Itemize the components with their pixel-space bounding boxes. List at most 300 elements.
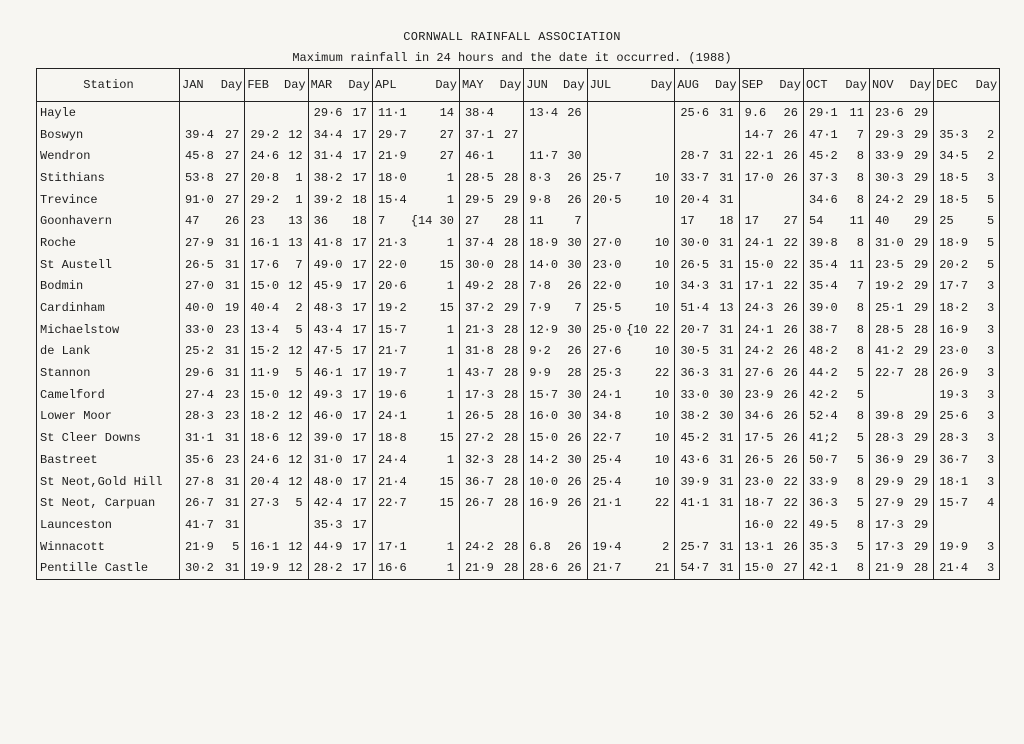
rainfall-value: 27·2 xyxy=(459,427,495,449)
station-name: St Neot,Gold Hill xyxy=(37,471,180,493)
header-month xyxy=(308,69,372,102)
rainfall-day: 22 xyxy=(783,235,798,250)
rainfall-day: 17 xyxy=(352,149,367,164)
rainfall-day: 26 xyxy=(567,192,582,207)
station-name: Roche xyxy=(37,232,180,254)
rainfall-value: 26·9 xyxy=(934,362,971,384)
table-row xyxy=(37,232,1000,254)
day-label: Day xyxy=(975,78,998,92)
rainfall-day: 23 xyxy=(224,387,240,402)
rainfall-day: 31 xyxy=(719,257,734,272)
rainfall-value: 36·7 xyxy=(459,471,495,493)
header-row xyxy=(37,69,1000,102)
rainfall-value: 21·3 xyxy=(372,232,408,254)
rainfall-value: 36·3 xyxy=(675,362,711,384)
station-name: Pentille Castle xyxy=(37,557,180,579)
rainfall-value: 37·1 xyxy=(459,124,495,146)
rainfall-value: 40·0 xyxy=(180,297,216,319)
rainfall-day: 10 xyxy=(654,301,670,316)
month-label: NOV xyxy=(871,78,894,92)
rainfall-value: 49·5 xyxy=(803,514,840,536)
rainfall-value: 11·7 xyxy=(524,145,560,167)
rainfall-day: 10 xyxy=(654,387,670,402)
rainfall-day: 19 xyxy=(224,301,240,316)
rainfall-value: 25·2 xyxy=(180,341,216,363)
rainfall-day: 1 xyxy=(446,452,454,467)
rainfall-day xyxy=(711,514,739,536)
table-row xyxy=(37,492,1000,514)
rainfall-value: 21·7 xyxy=(372,341,408,363)
rainfall-value: 34·8 xyxy=(587,406,624,428)
rainfall-value: 29·1 xyxy=(803,102,840,124)
table-row xyxy=(37,406,1000,428)
rainfall-value: 24·4 xyxy=(372,449,408,471)
rainfall-value: 15·0 xyxy=(739,254,775,276)
rainfall-day: 31 xyxy=(719,452,734,467)
rainfall-value: 19·9 xyxy=(934,536,971,558)
rainfall-day: 23 xyxy=(224,409,240,424)
rainfall-day: 28 xyxy=(913,322,929,337)
rainfall-day: 22 xyxy=(783,279,798,294)
rainfall-day xyxy=(560,124,587,146)
rainfall-day: 7 xyxy=(856,127,864,142)
rainfall-value xyxy=(459,514,495,536)
rainfall-value: 15·0 xyxy=(739,557,775,579)
rainfall-value: 7 xyxy=(372,210,408,232)
rainfall-day: 28 xyxy=(913,366,929,381)
rainfall-day xyxy=(624,124,675,146)
rainfall-value: 25·1 xyxy=(869,297,905,319)
rainfall-value: 17·3 xyxy=(869,536,905,558)
rainfall-day: 7 xyxy=(295,257,303,272)
rainfall-value: 36 xyxy=(308,210,344,232)
rainfall-value: 19·2 xyxy=(372,297,408,319)
rainfall-value: 91·0 xyxy=(180,189,216,211)
document-title: CORNWALL RAINFALL ASSOCIATION xyxy=(403,30,621,44)
rainfall-value: 25·7 xyxy=(587,167,624,189)
rainfall-day: 31 xyxy=(719,279,734,294)
rainfall-day: 1 xyxy=(446,279,454,294)
rainfall-day: 29 xyxy=(913,409,929,424)
rainfall-day: 12 xyxy=(288,474,303,489)
rainfall-value: 17·3 xyxy=(459,384,495,406)
rainfall-value: 16·1 xyxy=(245,232,281,254)
rainfall-day: 28 xyxy=(503,322,519,337)
rainfall-day: 21 xyxy=(624,557,675,579)
rainfall-value: 45·2 xyxy=(803,145,840,167)
rainfall-day: 12 xyxy=(288,387,303,402)
rainfall-day: 27 xyxy=(224,170,240,185)
rainfall-day: 13 xyxy=(288,235,303,250)
rainfall-value: 37·2 xyxy=(459,297,495,319)
rainfall-day: 27 xyxy=(783,214,798,229)
rainfall-value: 21·9 xyxy=(372,145,408,167)
rainfall-value: 23·0 xyxy=(934,341,971,363)
header-month xyxy=(372,69,459,102)
rainfall-day: 14 xyxy=(439,105,454,120)
rainfall-value: 38·4 xyxy=(459,102,495,124)
rainfall-day: 5 xyxy=(232,539,240,554)
rainfall-value: 38·2 xyxy=(308,167,344,189)
document-subtitle: Maximum rainfall in 24 hours and the date it occurred. (1988) xyxy=(292,51,732,65)
rainfall-day: 29 xyxy=(913,496,929,511)
rainfall-day: 8 xyxy=(856,170,864,185)
table-row xyxy=(37,427,1000,449)
rainfall-day: 5 xyxy=(856,366,864,381)
rainfall-day: 8 xyxy=(840,557,869,579)
rainfall-day: 31 xyxy=(224,279,240,294)
rainfall-value: 34·4 xyxy=(308,124,344,146)
rainfall-value: 15·4 xyxy=(372,189,408,211)
rainfall-value: 29·9 xyxy=(869,471,905,493)
rainfall-value: 27 xyxy=(459,210,495,232)
rainfall-value: 33·0 xyxy=(180,319,216,341)
rainfall-day: 28 xyxy=(503,344,519,359)
rainfall-day: 1 xyxy=(446,170,454,185)
table-row xyxy=(37,145,1000,167)
rainfall-value: 43·7 xyxy=(459,362,495,384)
rainfall-day: 31 xyxy=(719,366,734,381)
rainfall-value: 21·7 xyxy=(587,557,624,579)
rainfall-value: 11·9 xyxy=(245,362,281,384)
rainfall-value: 20·6 xyxy=(372,276,408,298)
rainfall-value: 28·7 xyxy=(675,145,711,167)
rainfall-day: 28 xyxy=(503,474,519,489)
rainfall-value: 50·7 xyxy=(803,449,840,471)
rainfall-value: 25·6 xyxy=(675,102,711,124)
day-label: Day xyxy=(499,78,522,92)
rainfall-value: 30·0 xyxy=(459,254,495,276)
table-row xyxy=(37,210,1000,232)
rainfall-day: 28 xyxy=(503,452,519,467)
rainfall-value: 49·0 xyxy=(308,254,344,276)
rainfall-value: 15·0 xyxy=(245,276,281,298)
day-label: Day xyxy=(779,78,801,92)
rainfall-value: 42·2 xyxy=(803,384,840,406)
rainfall-day: 17 xyxy=(352,474,367,489)
rainfall-value: 18·1 xyxy=(934,471,971,493)
rainfall-value: 34·5 xyxy=(934,145,971,167)
rainfall-value: 25·0 xyxy=(587,319,624,341)
rainfall-value: 24·2 xyxy=(739,341,775,363)
rainfall-value: 25 xyxy=(934,210,971,232)
month-label: SEP xyxy=(741,78,764,92)
rainfall-value: 43·6 xyxy=(675,449,711,471)
rainfall-day: 23 xyxy=(224,452,240,467)
rainfall-value: 27·6 xyxy=(587,341,624,363)
rainfall-value: 12·9 xyxy=(524,319,560,341)
rainfall-value: 26·5 xyxy=(180,254,216,276)
rainfall-value: 9·2 xyxy=(524,341,560,363)
rainfall-day: 15 xyxy=(439,301,454,316)
rainfall-day: 31 xyxy=(719,170,734,185)
rainfall-value: 23·5 xyxy=(869,254,905,276)
rainfall-value: 44·2 xyxy=(803,362,840,384)
rainfall-value: 16·0 xyxy=(524,406,560,428)
rainfall-day: 8 xyxy=(856,235,864,250)
rainfall-value: 34·3 xyxy=(675,276,711,298)
station-name: Stannon xyxy=(37,362,180,384)
month-label: AUG xyxy=(677,78,699,92)
rainfall-value: 35·6 xyxy=(180,449,216,471)
rainfall-day: 31 xyxy=(224,235,240,250)
rainfall-value: 35·3 xyxy=(934,124,971,146)
rainfall-day: 5 xyxy=(295,496,303,511)
rainfall-value: 28·3 xyxy=(869,427,905,449)
rainfall-day: 31 xyxy=(224,431,240,446)
rainfall-day: 29 xyxy=(913,279,929,294)
rainfall-value: 20·4 xyxy=(245,471,281,493)
rainfall-day: 5 xyxy=(295,322,303,337)
rainfall-day: 26 xyxy=(783,127,798,142)
rainfall-day: 12 xyxy=(288,127,303,142)
rainfall-day xyxy=(496,514,524,536)
rainfall-day: 3 xyxy=(971,319,1000,341)
rainfall-value: 25·7 xyxy=(675,536,711,558)
station-name: Hayle xyxy=(37,102,180,124)
table-row xyxy=(37,536,1000,558)
rainfall-day: 31 xyxy=(224,474,240,489)
rainfall-value: 20·4 xyxy=(675,189,711,211)
rainfall-day: 10 xyxy=(654,170,670,185)
rainfall-day: 10 xyxy=(654,344,670,359)
rainfall-day: 3 xyxy=(971,341,1000,363)
rainfall-value: 35·4 xyxy=(803,254,840,276)
rainfall-value: 42·4 xyxy=(308,492,344,514)
rainfall-value: 15·0 xyxy=(524,427,560,449)
rainfall-value: 11 xyxy=(524,210,560,232)
station-name: St Austell xyxy=(37,254,180,276)
rainfall-day: 8 xyxy=(856,301,864,316)
table-row xyxy=(37,449,1000,471)
rainfall-value: 29·3 xyxy=(869,124,905,146)
rainfall-value: 19·7 xyxy=(372,362,408,384)
rainfall-value: 21·3 xyxy=(459,319,495,341)
rainfall-value: 28·5 xyxy=(869,319,905,341)
rainfall-value: 29·5 xyxy=(459,189,495,211)
rainfall-day: 12 xyxy=(281,557,308,579)
month-label: MAY xyxy=(461,78,484,92)
rainfall-day: 5 xyxy=(295,366,303,381)
rainfall-value: 27·3 xyxy=(245,492,281,514)
rainfall-day: 17 xyxy=(352,452,367,467)
rainfall-day: 26 xyxy=(567,105,582,120)
rainfall-day xyxy=(711,124,739,146)
day-label: Day xyxy=(650,78,673,92)
rainfall-value: 31·8 xyxy=(459,341,495,363)
rainfall-day xyxy=(409,514,460,536)
header-month xyxy=(675,69,739,102)
rainfall-day: 26 xyxy=(783,105,798,120)
rainfall-day: 10 xyxy=(654,257,670,272)
rainfall-value: 34·6 xyxy=(803,189,840,211)
rainfall-value: 37·3 xyxy=(803,167,840,189)
rainfall-day: 28 xyxy=(503,214,519,229)
rainfall-value: 39·0 xyxy=(308,427,344,449)
rainfall-day: 26 xyxy=(783,452,798,467)
rainfall-value: 30·2 xyxy=(180,557,216,579)
rainfall-value: 18·8 xyxy=(372,427,408,449)
rainfall-day: 29 xyxy=(913,431,929,446)
rainfall-day: 15 xyxy=(439,474,454,489)
rainfall-value: 17 xyxy=(739,210,775,232)
rainfall-value: 24·1 xyxy=(372,406,408,428)
rainfall-day: 30 xyxy=(719,409,734,424)
rainfall-day: 30 xyxy=(567,149,582,164)
rainfall-day: 31 xyxy=(719,344,734,359)
rainfall-day: 7 xyxy=(574,301,582,316)
station-name: St Neot, Carpuan xyxy=(37,492,180,514)
rainfall-value: 47·5 xyxy=(308,341,344,363)
rainfall-day: 22 xyxy=(783,496,798,511)
rainfall-day: 12 xyxy=(288,409,303,424)
rainfall-day: 2 xyxy=(971,145,1000,167)
rainfall-value: 39·4 xyxy=(180,124,216,146)
rainfall-day: 1 xyxy=(446,192,454,207)
rainfall-day: 3 xyxy=(971,557,1000,579)
rainfall-day: 26 xyxy=(567,344,582,359)
rainfall-value: 22·0 xyxy=(372,254,408,276)
rainfall-value: 49·2 xyxy=(459,276,495,298)
rainfall-day: 22 xyxy=(654,366,670,381)
rainfall-day: 30 xyxy=(567,257,582,272)
rainfall-value: 26·7 xyxy=(180,492,216,514)
rainfall-day: 31 xyxy=(224,517,240,532)
rainfall-day: 28 xyxy=(503,431,519,446)
rainfall-day: 17 xyxy=(352,322,367,337)
rainfall-value: 47·1 xyxy=(803,124,840,146)
rainfall-value: 53·8 xyxy=(180,167,216,189)
header-month xyxy=(869,69,933,102)
rainfall-day xyxy=(624,514,675,536)
day-label: Day xyxy=(562,78,585,92)
rainfall-day: 8 xyxy=(856,149,864,164)
rainfall-value: 31·0 xyxy=(308,449,344,471)
rainfall-value: 14·2 xyxy=(524,449,560,471)
rainfall-day: 3 xyxy=(971,384,1000,406)
rainfall-value: 16·6 xyxy=(372,557,408,579)
table-row xyxy=(37,557,1000,579)
rainfall-day: 31 xyxy=(719,496,734,511)
rainfall-day: 12 xyxy=(288,539,303,554)
rainfall-day xyxy=(971,102,1000,124)
rainfall-value: 41·7 xyxy=(180,514,216,536)
table-row xyxy=(37,254,1000,276)
month-label: OCT xyxy=(805,78,828,92)
rainfall-day: 1 xyxy=(446,387,454,402)
rainfall-value: 15·2 xyxy=(245,341,281,363)
rainfall-day: 26 xyxy=(567,279,582,294)
rainfall-day xyxy=(624,210,675,232)
rainfall-value: 18·9 xyxy=(524,232,560,254)
rainfall-value: 27·6 xyxy=(739,362,775,384)
rainfall-day: 31 xyxy=(224,366,240,381)
header-month xyxy=(459,69,523,102)
rainfall-day: 5 xyxy=(856,539,864,554)
rainfall-day xyxy=(496,102,524,124)
rainfall-day: 26 xyxy=(567,431,582,446)
rainfall-day: 22 xyxy=(783,257,798,272)
table-row xyxy=(37,384,1000,406)
rainfall-day: 29 xyxy=(913,452,929,467)
rainfall-value xyxy=(524,514,560,536)
rainfall-day: 28 xyxy=(503,387,519,402)
rainfall-day: 17 xyxy=(352,127,367,142)
rainfall-day: 15 xyxy=(439,431,454,446)
rainfall-day: 17 xyxy=(352,387,367,402)
rainfall-value: 34·6 xyxy=(739,406,775,428)
rainfall-day: 28 xyxy=(503,257,519,272)
header-month xyxy=(180,69,245,102)
rainfall-value xyxy=(587,145,624,167)
rainfall-value: 24·1 xyxy=(587,384,624,406)
rainfall-value: 38·7 xyxy=(803,319,840,341)
rainfall-day: 4 xyxy=(971,492,1000,514)
rainfall-value: 23 xyxy=(245,210,281,232)
rainfall-day: 26 xyxy=(783,409,798,424)
table-row xyxy=(37,276,1000,298)
rainfall-value: 49·3 xyxy=(308,384,344,406)
rainfall-value: 26·5 xyxy=(459,406,495,428)
table-row xyxy=(37,102,1000,124)
rainfall-value: 26·5 xyxy=(675,254,711,276)
rainfall-value: 22·1 xyxy=(739,145,775,167)
rainfall-day: 23 xyxy=(224,322,240,337)
rainfall-value: 7·9 xyxy=(524,297,560,319)
rainfall-value: 15·7 xyxy=(372,319,408,341)
rainfall-value: 13·4 xyxy=(524,102,560,124)
rainfall-value: 48·2 xyxy=(803,341,840,363)
rainfall-table xyxy=(36,68,1000,580)
rainfall-value: 38·2 xyxy=(675,406,711,428)
month-label: JUL xyxy=(589,78,612,92)
rainfall-value: 21·4 xyxy=(372,471,408,493)
rainfall-value: 39·8 xyxy=(803,232,840,254)
rainfall-value: 14·0 xyxy=(524,254,560,276)
rainfall-day: 2 xyxy=(662,539,670,554)
rainfall-value: 26·7 xyxy=(459,492,495,514)
rainfall-day: 26 xyxy=(783,539,798,554)
rainfall-day: 30 xyxy=(719,387,734,402)
rainfall-day: 26 xyxy=(224,214,240,229)
rainfall-value: 30·3 xyxy=(869,167,905,189)
rainfall-value: 43·4 xyxy=(308,319,344,341)
rainfall-value: 29·6 xyxy=(180,362,216,384)
rainfall-day: 27 xyxy=(439,127,454,142)
rainfall-day: 5 xyxy=(971,254,1000,276)
rainfall-value: 42·1 xyxy=(803,557,840,579)
rainfall-day: 29 xyxy=(913,301,929,316)
rainfall-value: 48·0 xyxy=(308,471,344,493)
rainfall-value: 17·1 xyxy=(372,536,408,558)
rainfall-value xyxy=(587,514,624,536)
rainfall-day: 31 xyxy=(719,192,734,207)
rainfall-value: 22·7 xyxy=(587,427,624,449)
rainfall-day xyxy=(281,102,308,124)
rainfall-day: 10 xyxy=(654,235,670,250)
rainfall-day: {10 22 xyxy=(626,322,670,337)
rainfall-value: 33·0 xyxy=(675,384,711,406)
rainfall-day: 1 xyxy=(446,366,454,381)
rainfall-value: 45·8 xyxy=(180,145,216,167)
rainfall-day: 17 xyxy=(352,235,367,250)
station-name: Goonhavern xyxy=(37,210,180,232)
rainfall-value: 36·7 xyxy=(934,449,971,471)
rainfall-day: 5 xyxy=(971,210,1000,232)
rainfall-day: 28 xyxy=(503,170,519,185)
rainfall-day: 29 xyxy=(913,170,929,185)
rainfall-day: 12 xyxy=(288,149,303,164)
